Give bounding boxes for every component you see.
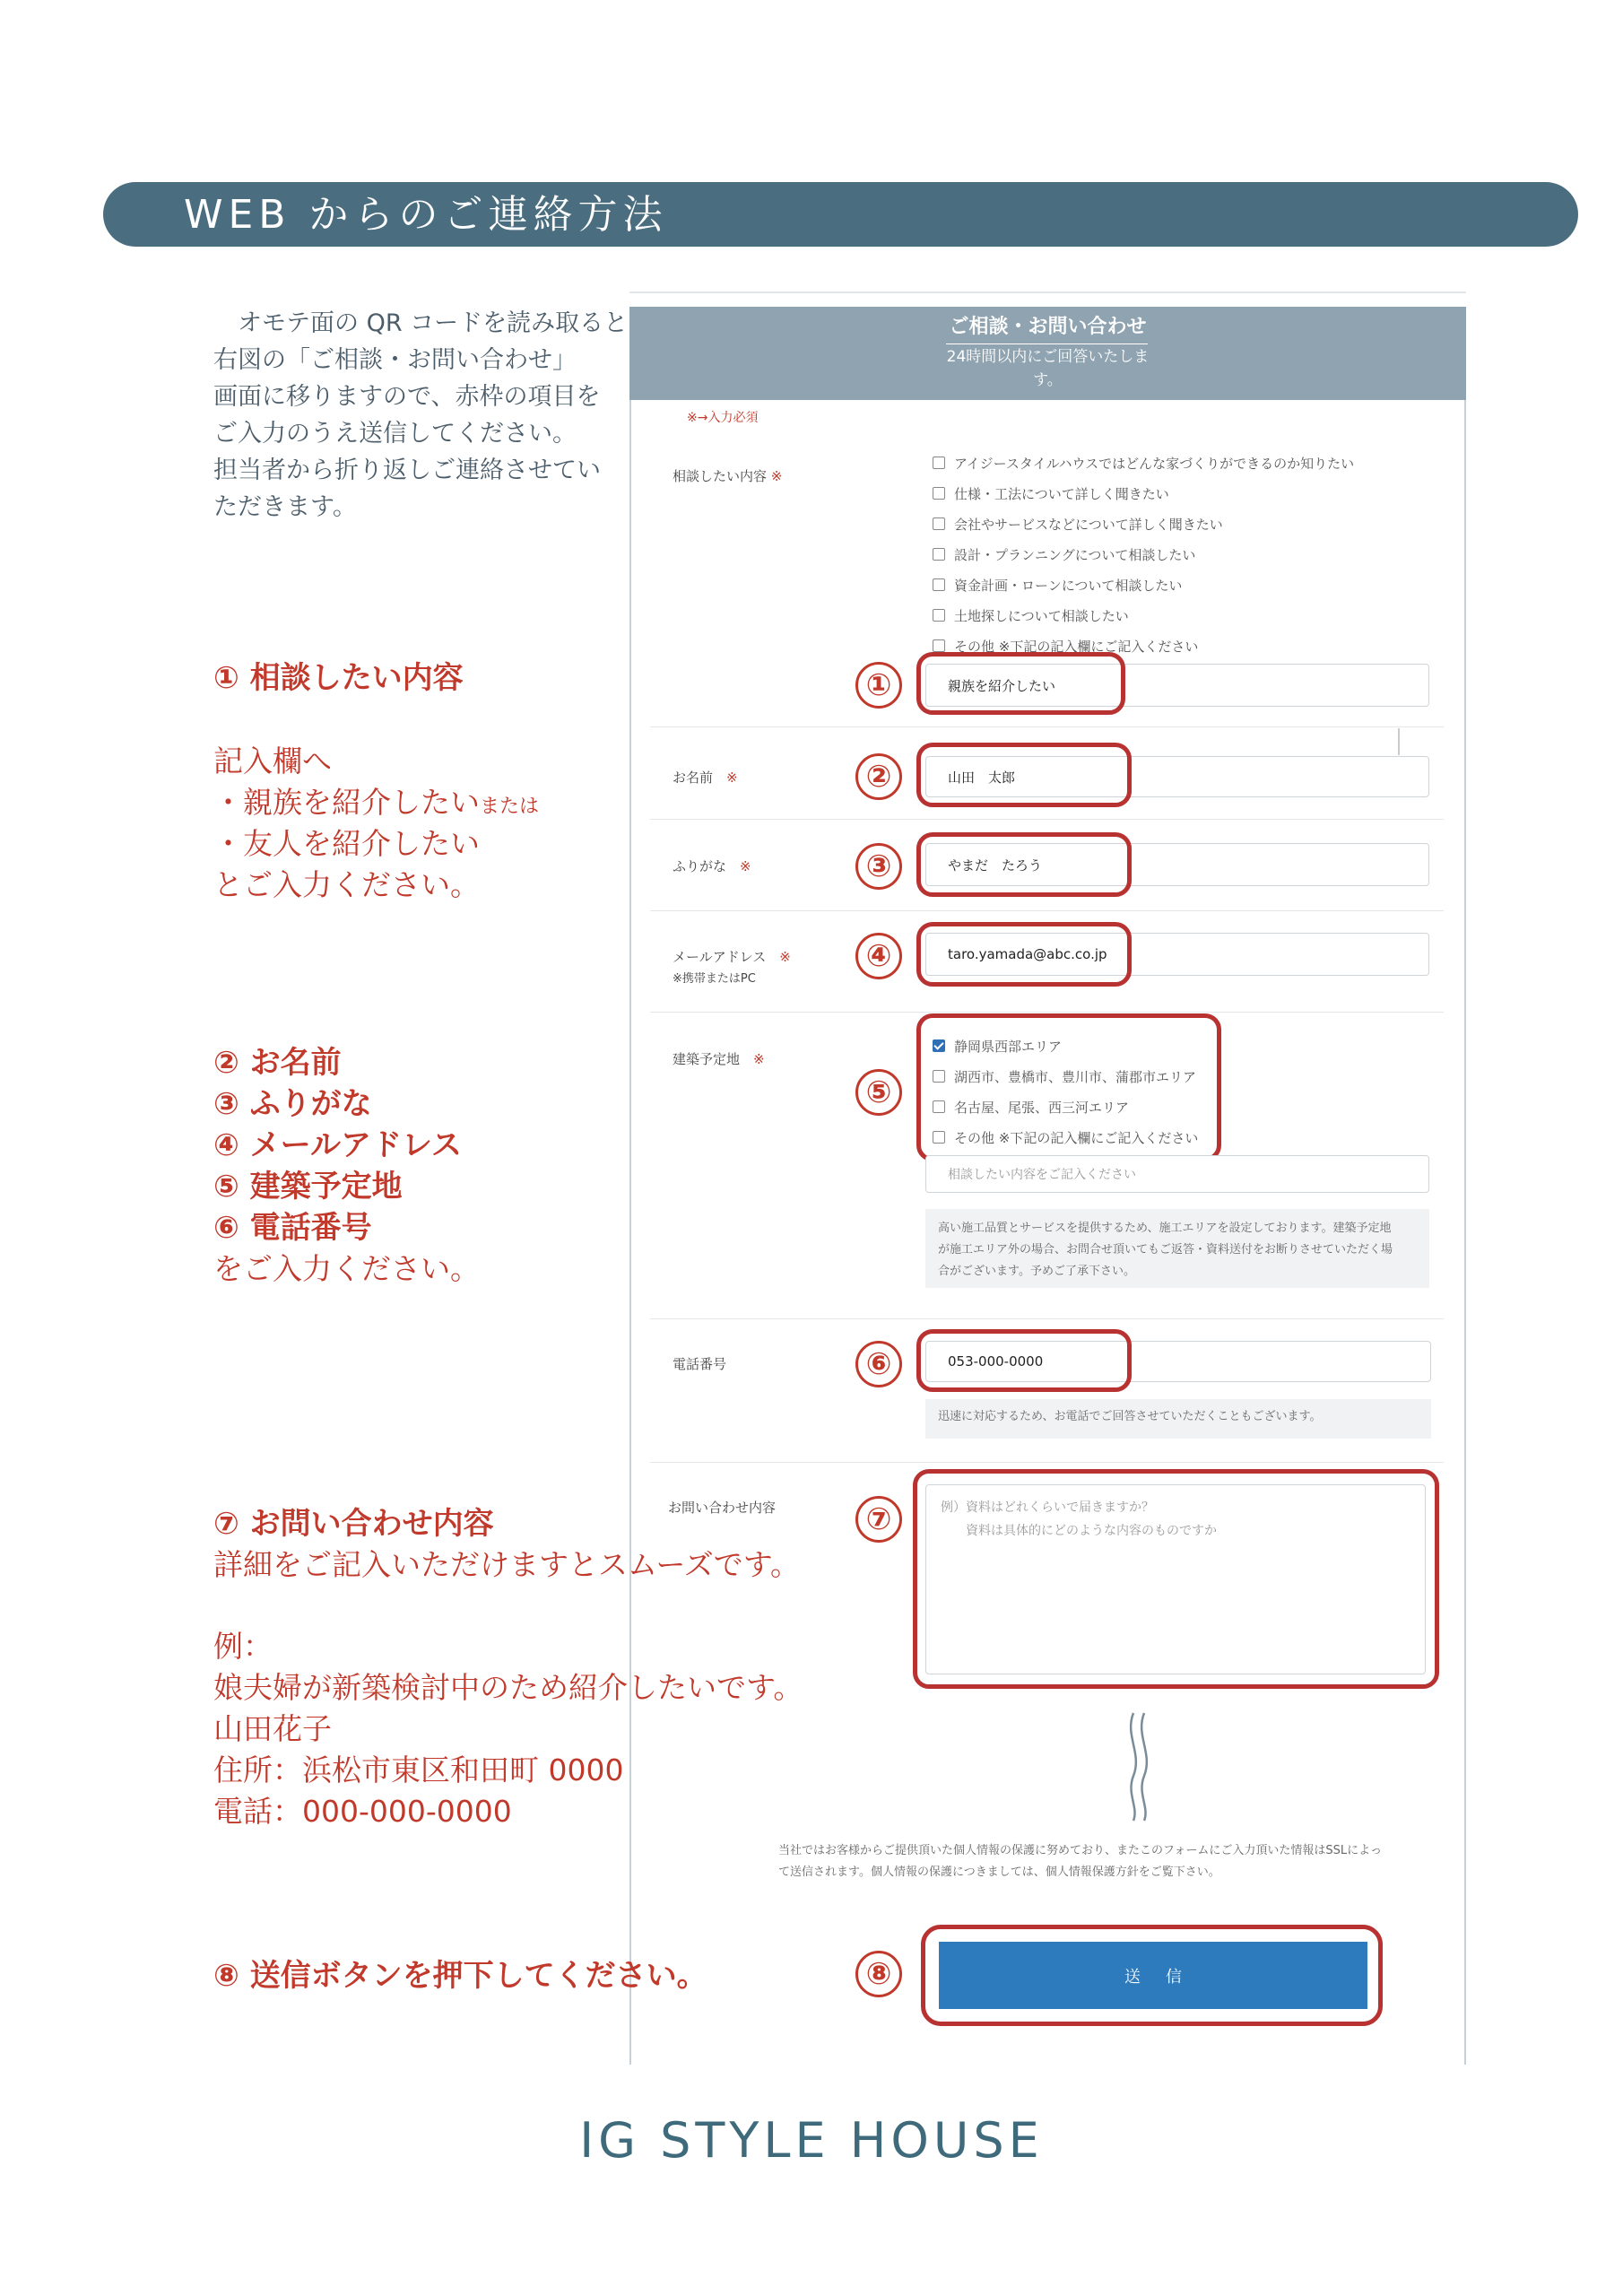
required-mark: ※	[740, 858, 751, 874]
form-subtitle: 24時間以内にご回答いたしま	[946, 348, 1150, 366]
divider	[650, 910, 1444, 911]
email-input[interactable]: taro.yamada@abc.co.jp	[925, 933, 1429, 976]
red-highlight-frame	[921, 1925, 1383, 2026]
step5-heading: ⑤ 建築予定地	[213, 1169, 403, 1205]
checkbox[interactable]	[933, 457, 945, 469]
consult-label	[673, 466, 782, 485]
intro-line: ただきます。	[213, 493, 357, 521]
step4-heading: ④ メールアドレス	[213, 1127, 462, 1163]
name-label-text: お名前	[673, 770, 714, 786]
placeholder-line: 資料は具体的にどのような内容のものですか	[941, 1524, 1217, 1538]
furigana-label	[673, 857, 751, 875]
step-number-1: ①	[855, 662, 902, 709]
privacy-line: て送信されます。個人情報の保護につきましては、個人情報保護方針をご覧下さい。	[778, 1866, 1220, 1879]
checkbox[interactable]	[933, 578, 945, 591]
furigana-label-text: ふりがな	[673, 858, 727, 874]
consult-options	[933, 452, 1354, 657]
example-line: 電話：000-000-0000	[213, 1794, 512, 1829]
step1-heading: ① 相談したい内容	[213, 660, 464, 696]
intro-text	[213, 305, 629, 526]
step1-line: ・友人を紹介したい	[213, 826, 480, 861]
brand-logo: IG STYLE HOUSE	[579, 2112, 1044, 2169]
required-note: ※→入力必須	[687, 411, 759, 425]
privacy-text	[778, 1840, 1469, 1883]
option-label: 会社やサービスなどについて詳しく聞きたい	[954, 516, 1223, 533]
site-label-text: 建築予定地	[673, 1051, 741, 1067]
furigana-input[interactable]: やまだ たろう	[925, 843, 1429, 886]
form-title: ご相談・お問い合わせ	[949, 316, 1147, 338]
omission-wave-icon	[1121, 1709, 1157, 1825]
consult-option[interactable]	[933, 483, 1354, 504]
red-highlight-frame	[916, 922, 1132, 987]
option-label: 静岡県西部エリア	[954, 1038, 1063, 1055]
site-label	[673, 1049, 765, 1068]
email-label-text: メールアドレス	[673, 949, 767, 965]
steps-outro: をご入力ください。	[213, 1251, 480, 1286]
option-label: 資金計画・ローンについて相談したい	[954, 577, 1183, 594]
phone-note	[925, 1399, 1431, 1439]
placeholder-line: 例）資料はどれくらいで届きますか？	[941, 1500, 1154, 1515]
divider	[650, 726, 1444, 727]
divider	[650, 1012, 1444, 1013]
arrow-up-icon	[1398, 728, 1400, 755]
required-mark: ※	[753, 1051, 765, 1067]
checkbox[interactable]	[933, 609, 945, 622]
intro-line: 画面に移りますので、赤枠の項目を	[213, 383, 601, 411]
step-number-2: ②	[855, 753, 902, 800]
name-input[interactable]: 山田 太郎	[925, 756, 1429, 797]
divider	[650, 819, 1444, 820]
phone-input[interactable]: 053-000-0000	[925, 1341, 1431, 1382]
option-label: 湖西市、豊橋市、豊川市、蒲郡市エリア	[954, 1068, 1197, 1085]
red-highlight-frame	[916, 652, 1125, 715]
step1-line: とご入力ください。	[213, 867, 480, 902]
form-top-line	[629, 291, 1466, 293]
step1-line: 記入欄へ	[213, 744, 332, 778]
checkbox[interactable]	[933, 639, 945, 652]
checkbox[interactable]	[933, 487, 945, 500]
step-number-4: ④	[855, 933, 902, 979]
page-title: WEB からのご連絡方法	[184, 192, 668, 238]
example-line: 山田花子	[213, 1711, 332, 1746]
consult-detail-input[interactable]: 親族を紹介したい	[925, 664, 1429, 707]
step-number-7: ⑦	[855, 1496, 902, 1543]
consult-option[interactable]	[933, 604, 1354, 626]
red-highlight-frame	[916, 832, 1132, 897]
red-highlight-frame	[916, 1329, 1132, 1392]
name-label	[673, 768, 738, 787]
step-number-8: ⑧	[855, 1951, 902, 1997]
step-number-6: ⑥	[855, 1341, 902, 1387]
option-label: アイジースタイルハウスではどんな家づくりができるのか知りたい	[954, 455, 1355, 472]
checkbox[interactable]	[933, 517, 945, 530]
step1-line	[213, 782, 539, 828]
example-line: 住所：浜松市東区和田町 0000	[213, 1752, 624, 1787]
consult-option[interactable]	[933, 452, 1354, 474]
required-mark: ※	[770, 468, 783, 484]
red-highlight-frame	[913, 1469, 1439, 1689]
note-line: 迅速に対応するため、お電話でご回答させていただくこともございます。	[938, 1410, 1322, 1423]
red-highlight-frame	[916, 1013, 1221, 1161]
example-label: 例：	[213, 1629, 273, 1664]
inquiry-label: お問い合わせ内容	[668, 1500, 777, 1516]
form-subtitle: す。	[1033, 371, 1063, 389]
step-number-3: ③	[855, 843, 902, 890]
site-other-input[interactable]: 相談したい内容をご記入ください	[925, 1155, 1429, 1193]
note-line: が施工エリア外の場合、お問合せ頂いてもご返答・資料送付をお断りさせていただく場	[938, 1243, 1393, 1257]
consult-label-text: 相談したい内容	[673, 468, 768, 484]
option-label: その他 ※下記の記入欄にご記入ください	[954, 638, 1199, 655]
divider	[650, 1318, 1444, 1319]
red-highlight-frame	[916, 743, 1132, 807]
option-label: 設計・プランニングについて相談したい	[954, 546, 1196, 563]
option-label: その他 ※下記の記入欄にご記入ください	[954, 1129, 1199, 1146]
site-note	[925, 1209, 1429, 1288]
example-line: 娘夫婦が新築検討中のため紹介したいです。	[213, 1670, 803, 1705]
intro-line: 担当者から折り返しご連絡させてい	[213, 457, 601, 484]
step7-heading: ⑦ お問い合わせ内容	[213, 1506, 494, 1542]
step3-heading: ③ ふりがな	[213, 1086, 372, 1122]
note-line: 高い施工品質とサービスを提供するため、施工エリアを設定しております。建築予定地	[938, 1222, 1392, 1235]
required-mark: ※	[779, 949, 791, 965]
email-sub-label: ※携帯またはPC	[673, 972, 756, 986]
divider	[650, 1462, 1444, 1463]
step6-heading: ⑥ 電話番号	[213, 1210, 372, 1246]
required-mark: ※	[726, 770, 738, 786]
submit-button[interactable]: 送信	[939, 1942, 1367, 2009]
consult-option[interactable]	[933, 574, 1354, 596]
intro-line: 右図の「ご相談・お問い合わせ」	[213, 346, 577, 374]
note-line: 合がございます。予めご了承下さい。	[938, 1265, 1135, 1278]
step7-line: 詳細をご記入いただけますとスムーズです。	[213, 1547, 801, 1582]
step1-or: または	[480, 796, 540, 818]
step-number-5: ⑤	[855, 1069, 902, 1116]
option-label: 仕様・工法について詳しく聞きたい	[954, 485, 1169, 502]
option-label: 名古屋、尾張、西三河エリア	[954, 1099, 1130, 1116]
phone-label: 電話番号	[673, 1356, 727, 1372]
step2-heading: ② お名前	[213, 1045, 342, 1081]
option-label: 土地探しについて相談したい	[954, 607, 1129, 624]
checkbox[interactable]	[933, 548, 945, 561]
consult-option[interactable]	[933, 544, 1354, 565]
email-label	[673, 947, 791, 966]
intro-line: ご入力のうえ送信してください。	[213, 420, 577, 448]
consult-option[interactable]	[933, 513, 1354, 535]
intro-line: オモテ面の QR コードを読み取ると	[213, 309, 629, 337]
step1-option-relative: ・親族を紹介したい	[213, 785, 480, 820]
privacy-line: 当社ではお客様からご提供頂いた個人情報の保護に努めており、またこのフォームにご入力頂いた情報はSSLによっ	[778, 1844, 1383, 1857]
step8-heading: ⑧ 送信ボタンを押下してください。	[213, 1958, 707, 1994]
